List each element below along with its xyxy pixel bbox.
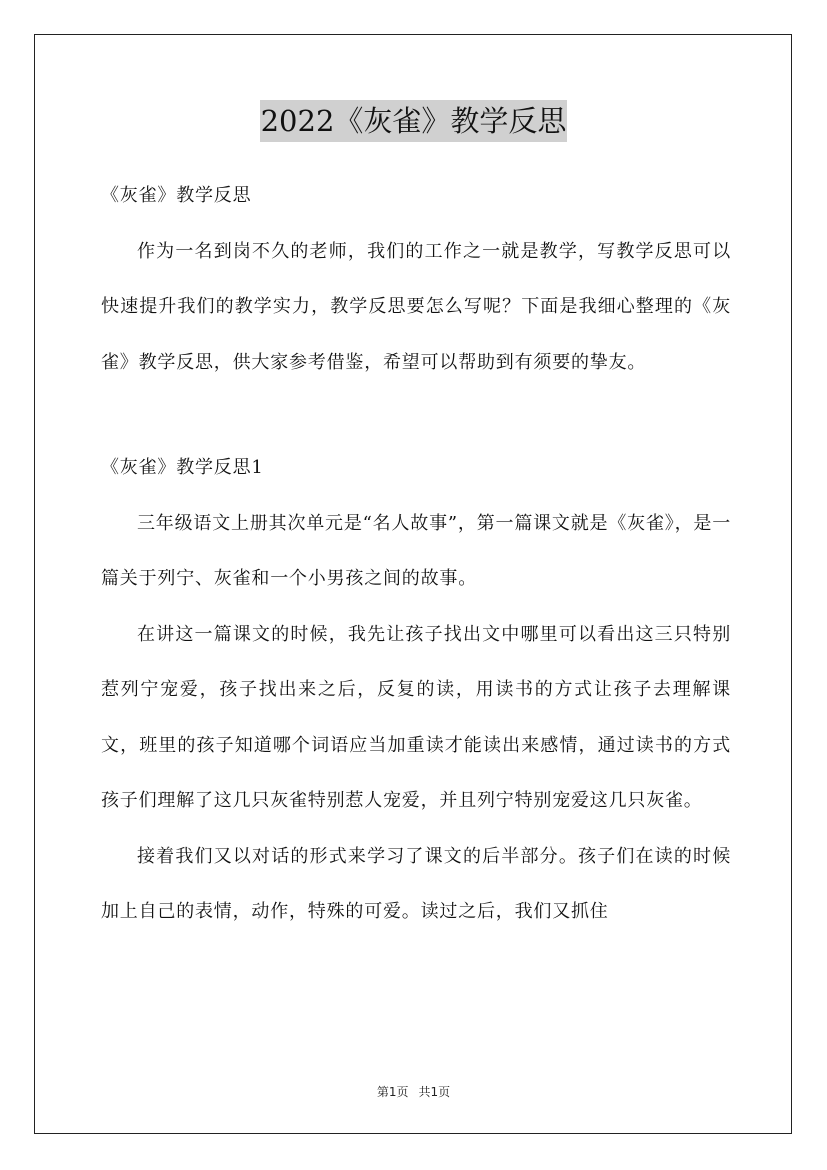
document-title <box>0 100 827 142</box>
page-total: 共1页 <box>418 1085 451 1099</box>
page-footer <box>0 1083 827 1100</box>
page-number: 第1页 <box>376 1085 409 1099</box>
intro-paragraph: 作为一名到岗不久的老师，我们的工作之一就是教学，写教学反思可以快速提升我们的教学实力，教学反思要怎么写呢？下面是我细心整理的《灰雀》教学反思，供大家参考借鉴，希望可以帮助到有须要的挚友。 <box>101 240 731 373</box>
document-body <box>101 168 731 940</box>
section-heading: 《灰雀》教学反思1 <box>101 457 264 478</box>
section-spacer <box>101 390 731 440</box>
document-title-text: 2022《灰雀》教学反思 <box>260 100 568 142</box>
body-paragraph: 接着我们又以对话的形式来学习了课文的后半部分。孩子们在读的时候加上自己的表情，动作，特殊的可爱。读过之后，我们又抓住 <box>101 845 731 922</box>
body-paragraph: 三年级语文上册其次单元是“名人故事”，第一篇课文就是《灰雀》，是一篇关于列宁、灰雀和一个小男孩之间的故事。 <box>101 512 731 589</box>
document-subtitle: 《灰雀》教学反思 <box>101 185 252 206</box>
body-paragraph: 在讲这一篇课文的时候，我先让孩子找出文中哪里可以看出这三只特别惹列宁宠爱，孩子找出来之后，反复的读，用读书的方式让孩子去理解课文，班里的孩子知道哪个词语应当加重读才能读出来感情，通过读书的方式孩子们理解了这几只灰雀特别惹人宠爱，并且列宁特别宠爱这几只灰雀。 <box>101 623 731 811</box>
